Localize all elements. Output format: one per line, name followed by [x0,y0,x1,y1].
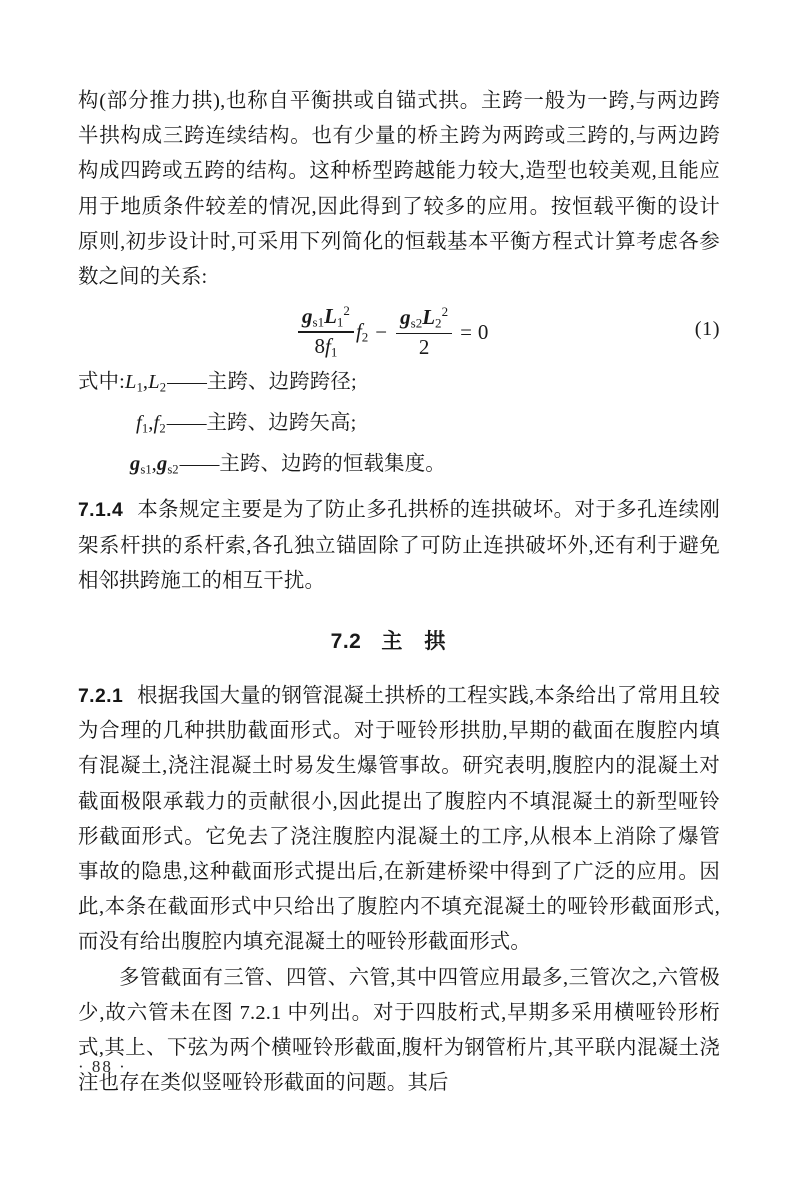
formula-block [78,301,720,363]
section-heading-number: 7.2 [330,630,362,654]
minus-operator: − [375,319,388,344]
equals-operator: = [460,319,472,344]
paragraph-continued: 构(部分推力拱),也称自平衡拱或自锚式拱。主跨一般为一跨,与两边跨半拱构成三跨连续结构。也有少量的桥主跨为两跨或三跨的,与两边跨构成四跨或五跨的结构。这种桥型跨越能力较大,造型也较美观,且能应用于地质条件较差的情况,因此得到了较多的应用。按恒载平衡的设计原则,初步设计时,可采用下列简化的恒载基本平衡方程式计算考虑各参数之间的关系: [78,90,720,289]
fraction-right-numerator: $g_{s2}L_2^2$ [400,304,449,331]
clause-7-1-4-text: 本条规定主要是为了防止多孔拱桥的连拱破坏。对于多孔连续刚架系杆拱的系杆索,各孔独立锚固除了可防止连拱破坏外,还有利于避免相邻拱跨施工的相互干扰。 [78,499,720,592]
clause-7-1-4 [78,493,720,599]
page-content [78,84,720,1101]
where-definitions [78,365,720,487]
section-heading-7-2 [78,625,720,655]
factor-f2: $f_2$ [355,318,369,345]
page-footer: · 88 · [78,1057,127,1076]
fraction-right-denominator: 2 [418,335,430,360]
where-line-3: $g_{s1},g_{s2}——$主跨、边跨的恒载集度。 [130,452,446,477]
section-heading-title: 主拱 [381,630,468,654]
where-line-2: $f_1,f_2——$主跨、边跨矢高; [136,411,357,436]
clause-7-2-1-label: 7.2.1 [78,685,124,708]
clause-7-1-4-label: 7.1.4 [78,499,124,522]
equation-rhs: 0 [477,319,489,344]
fraction-right [396,305,452,359]
paragraph-multi-tube: 多管截面有三管、四管、六管,其中四管应用最多,三管次之,六管极少,故六管未在图 7.2.1 中列出。对于四肢桁式,早期多采用横哑铃形桁式,其上、下弦为两个横哑铃形截面,腹杆为钢管桁片,其平联内混凝土浇注也存在类似竖哑铃形截面的问题。其后 [78,966,720,1095]
clause-7-2-1-text: 根据我国大量的钢管混凝土拱桥的工程实践,本条给出了常用且较为合理的几种拱肋截面形式。对于哑铃形拱肋,早期的截面在腹腔内填有混凝土,浇注混凝土时易发生爆管事故。研究表明,腹腔内的混凝土对截面极限承载力的贡献很小,因此提出了腹腔内不填混凝土的新型哑铃形截面形式。它免去了浇注腹腔内混凝土的工序,从根本上消除了爆管事故的隐患,这种截面形式提出后,在新建桥梁中得到了广泛的应用。因此,本条在截面形式中只给出了腹腔内不填充混凝土的哑铃形截面形式,而没有给出腹腔内填充混凝土的哑铃形截面形式。 [78,685,720,954]
equation-1 [296,301,488,363]
fraction-left [298,304,354,361]
equation-number: (1) [694,318,720,341]
clause-7-2-1 [78,679,720,961]
fraction-left-denominator: $8f_1$ [314,334,338,360]
fraction-left-numerator: $g_{s1}L_1^2$ [302,302,350,330]
where-line-1: 式中$:L_1,L_2——$主跨、边跨跨径; [78,371,357,395]
